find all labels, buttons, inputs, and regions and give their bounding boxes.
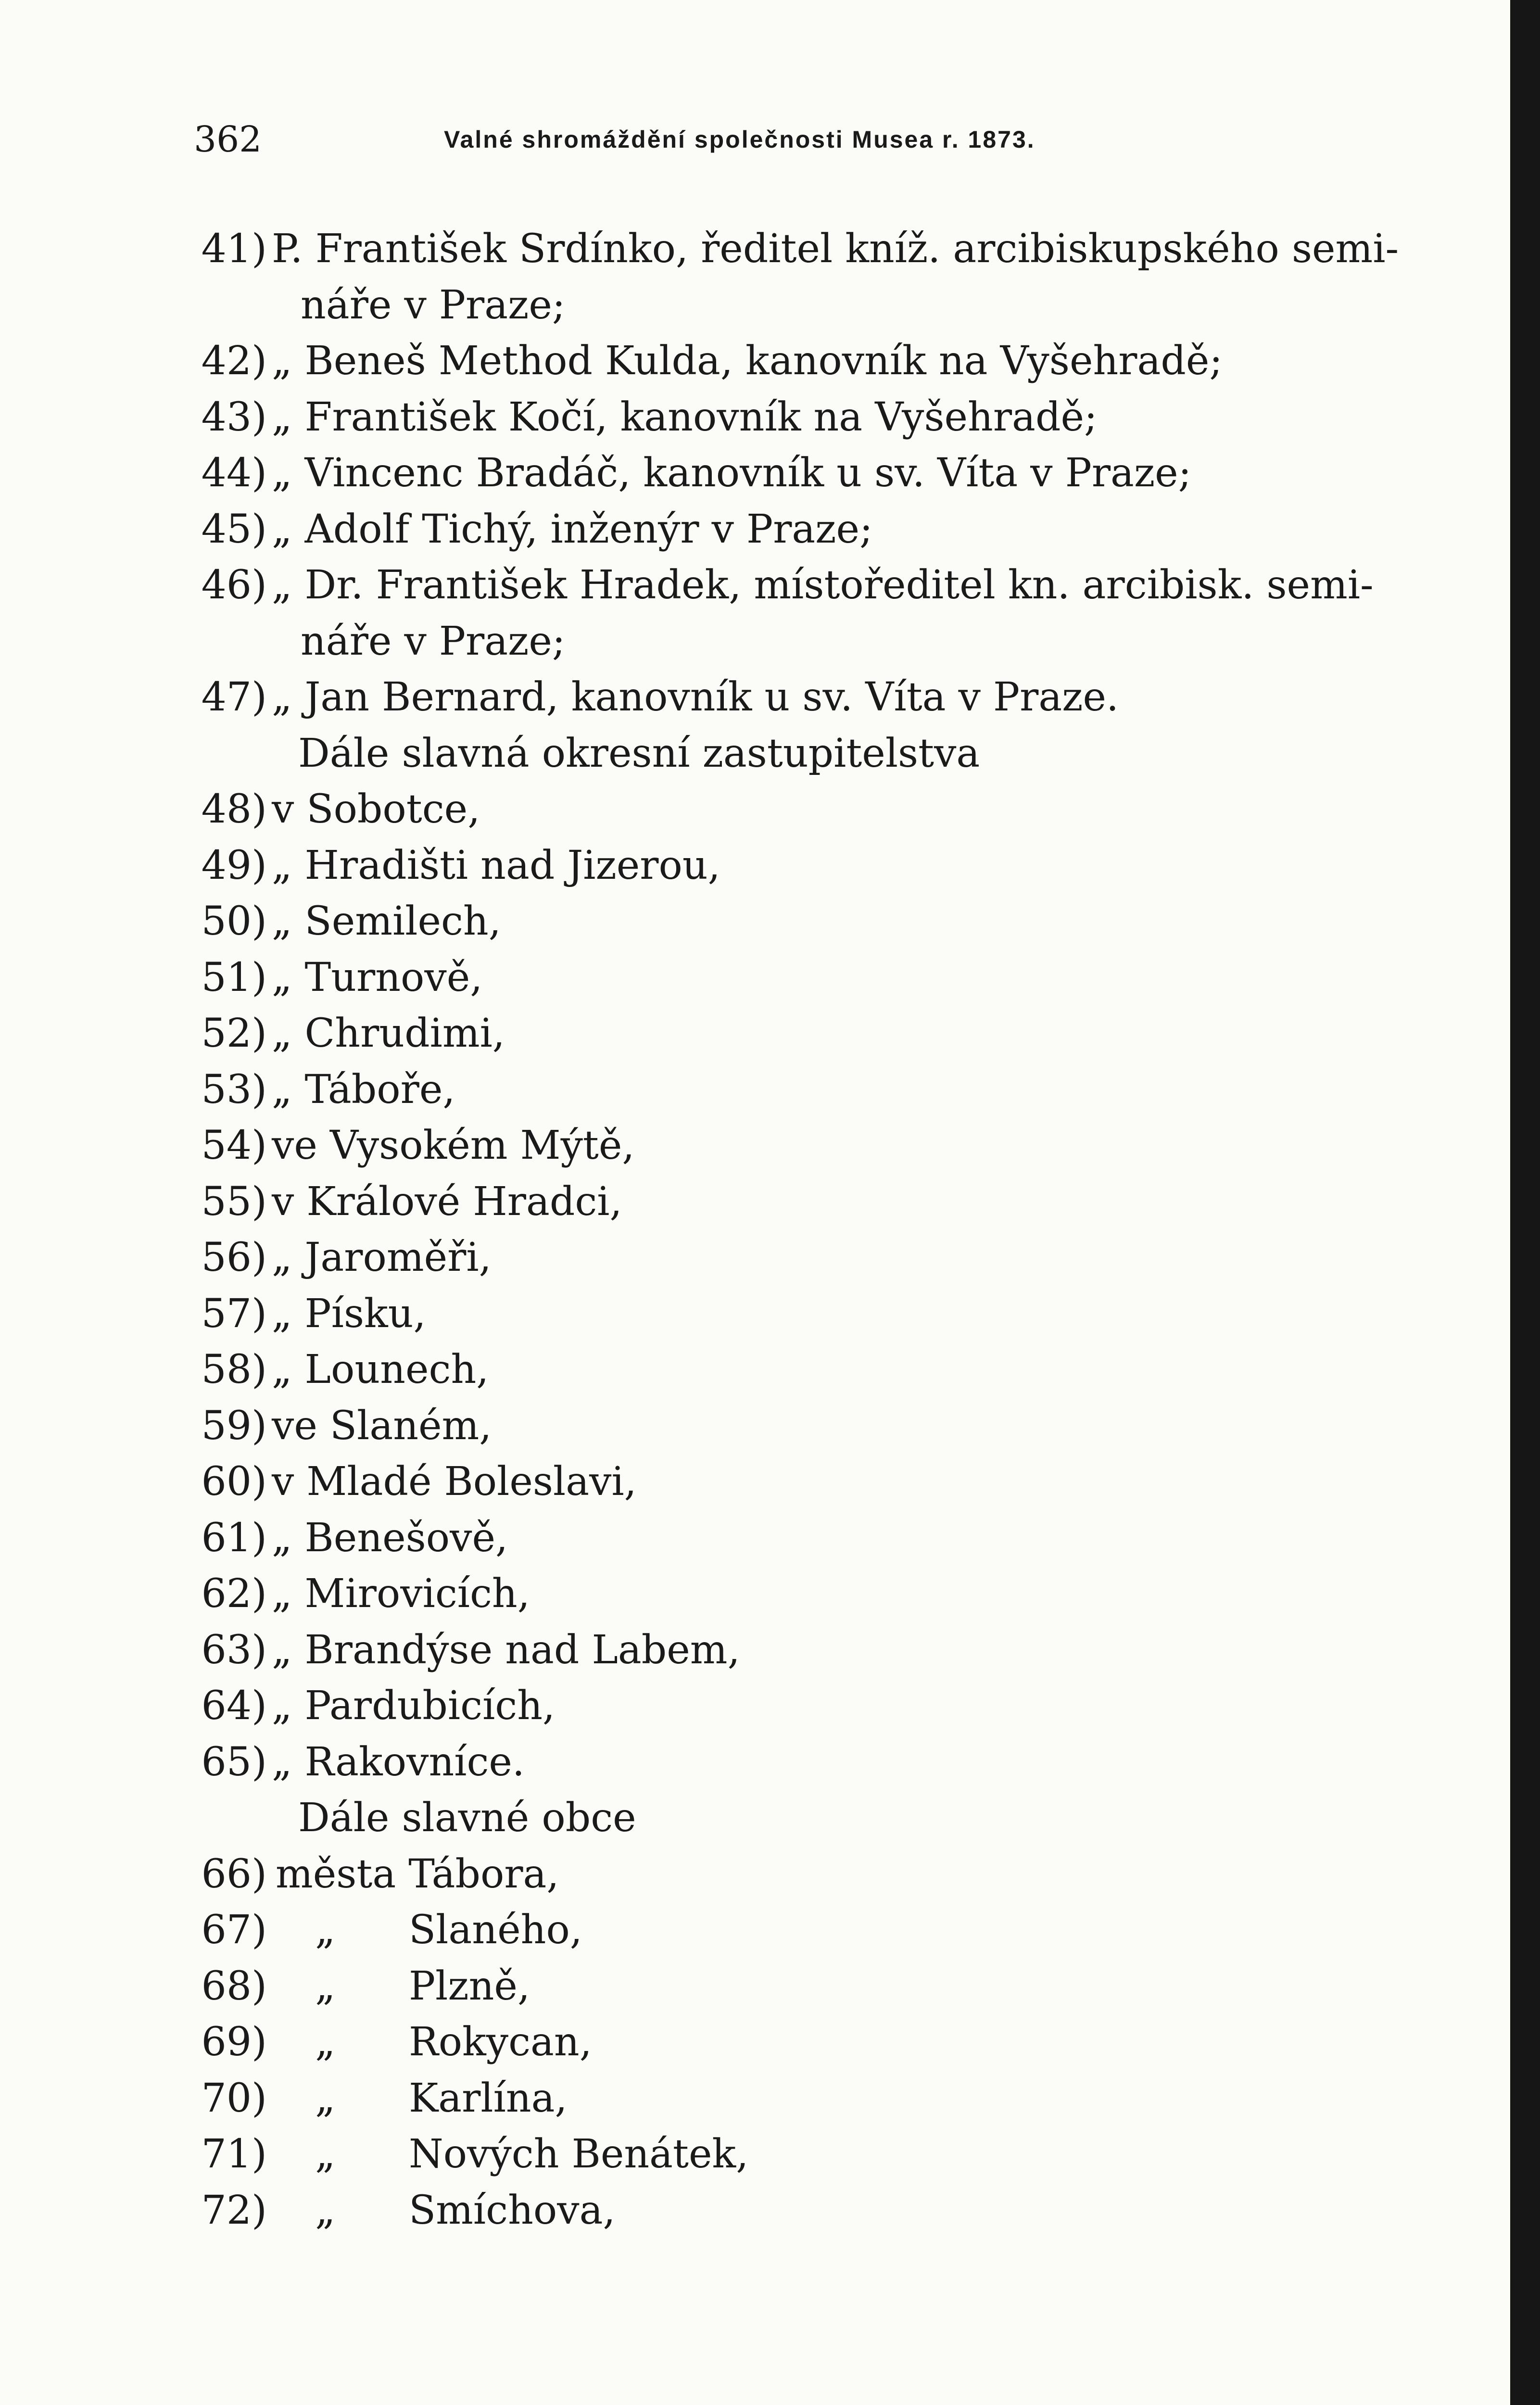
ditto-mark: „ — [315, 2075, 336, 2121]
item-text: „ Hradišti nad Jizerou, — [272, 842, 720, 888]
item-text: v Králové Hradci, — [272, 1178, 622, 1225]
list-item — [195, 1342, 1378, 1398]
item-text: „ Písku, — [272, 1291, 426, 1337]
item-text: ve Vysokém Mýtě, — [272, 1123, 635, 1168]
list-item — [195, 782, 1378, 838]
item-text: v Sobotce, — [272, 786, 480, 832]
list-item — [195, 1006, 1378, 1062]
item-text: „ Beneš Method Kulda, kanovník na Vyšehradě; — [272, 338, 1223, 384]
item-text: Karlína, — [409, 2075, 568, 2121]
item-text: Rokycan, — [409, 2019, 592, 2065]
list-item — [195, 1734, 1378, 1791]
list-item — [195, 1510, 1378, 1567]
list-item — [195, 390, 1378, 446]
item-number: 71) — [201, 2131, 267, 2177]
list-item — [195, 1062, 1378, 1118]
page-number: 362 — [194, 119, 262, 160]
ditto-mark: „ — [315, 2019, 336, 2065]
item-text: Slaného, — [409, 1907, 582, 1953]
item-text: „ Adolf Tichý, inženýr v Praze; — [272, 506, 873, 552]
list-item-continuation — [195, 614, 1378, 670]
list-item — [195, 670, 1378, 726]
item-number: 66) — [201, 1851, 267, 1897]
item-text: ve Slaném, — [272, 1403, 492, 1449]
item-number: 48) — [201, 786, 267, 832]
item-number: 49) — [201, 842, 267, 888]
item-number: 57) — [201, 1291, 267, 1337]
page-header — [194, 113, 1194, 166]
list-item — [195, 1847, 1378, 1903]
item-number: 50) — [201, 899, 267, 944]
list-item — [195, 221, 1399, 278]
list-item — [195, 1902, 1378, 1959]
item-number: 47) — [201, 674, 267, 720]
item-number: 69) — [201, 2019, 267, 2065]
list-item — [195, 1566, 1378, 1622]
list-item — [195, 1286, 1378, 1342]
item-text-continuation: náře v Praze; — [301, 618, 566, 664]
item-number: 72) — [201, 2187, 267, 2233]
section-heading: Dále slavná okresní zastupitelstva — [298, 730, 980, 776]
item-number: 64) — [201, 1683, 267, 1729]
item-number: 62) — [201, 1571, 267, 1617]
list-item — [195, 1454, 1378, 1510]
section-heading: Dále slavné obce — [298, 1795, 636, 1841]
item-text: „ Chrudimi, — [272, 1011, 505, 1056]
ditto-mark: „ — [315, 2187, 336, 2233]
list-item — [195, 2071, 1378, 2127]
item-text: „ František Kočí, kanovník na Vyšehradě; — [272, 394, 1098, 440]
item-text: „ Benešově, — [272, 1515, 508, 1561]
item-text: „ Pardubicích, — [272, 1683, 555, 1729]
list-item — [195, 502, 1378, 558]
item-number: 52) — [201, 1011, 267, 1056]
item-text: „ Mirovicích, — [272, 1571, 530, 1617]
item-text: „ Lounech, — [272, 1347, 489, 1392]
item-number: 46) — [201, 562, 267, 608]
list-item — [195, 950, 1378, 1006]
list-item — [195, 1678, 1378, 1734]
item-text: „ Semilech, — [272, 899, 501, 944]
page-body — [195, 221, 1399, 2239]
item-text: Plzně, — [409, 1963, 530, 2009]
item-number: 68) — [201, 1963, 267, 2009]
item-text: „ Jaroměři, — [272, 1235, 492, 1280]
item-text: Smíchova, — [409, 2187, 616, 2233]
list-item — [195, 445, 1378, 502]
item-number: 51) — [201, 954, 267, 1000]
item-text: „ Brandýse nad Labem, — [272, 1627, 740, 1673]
list-item — [195, 894, 1378, 950]
item-text: P. František Srdínko, ředitel kníž. arcibiskupského semi- — [272, 226, 1399, 272]
item-number: 42) — [201, 338, 267, 384]
item-number: 63) — [201, 1627, 267, 1673]
item-number: 56) — [201, 1235, 267, 1280]
list-item — [195, 2183, 1378, 2239]
item-number: 65) — [201, 1739, 267, 1785]
item-text: „ Turnově, — [272, 954, 483, 1000]
item-number: 59) — [201, 1403, 267, 1449]
ditto-mark: „ — [315, 2131, 336, 2177]
list-item — [195, 1622, 1378, 1679]
list-item — [195, 1118, 1378, 1174]
item-text: „ Vincenc Bradáč, kanovník u sv. Víta v Praze; — [272, 450, 1192, 496]
book-binding-edge — [1510, 0, 1540, 2405]
item-number: 55) — [201, 1178, 267, 1225]
list-item — [195, 838, 1378, 894]
list-item — [195, 1398, 1378, 1455]
item-number: 70) — [201, 2075, 267, 2121]
item-text: „ Táboře, — [272, 1066, 455, 1113]
list-item — [195, 1959, 1378, 2015]
item-number: 54) — [201, 1123, 267, 1168]
list-item — [195, 2127, 1378, 2183]
item-text: v Mladé Boleslavi, — [272, 1459, 637, 1505]
section-heading-obce — [195, 1790, 1378, 1847]
list-item — [195, 1230, 1378, 1286]
list-item — [195, 557, 1378, 614]
item-number: 45) — [201, 506, 267, 552]
item-text: Nových Benátek, — [409, 2131, 749, 2177]
item-number: 41) — [201, 226, 267, 272]
item-number: 44) — [201, 450, 267, 496]
item-number: 67) — [201, 1907, 267, 1953]
running-title: Valné shromáždění společnosti Musea r. 1873. — [444, 126, 1035, 153]
list-item — [195, 1174, 1378, 1230]
list-item-continuation — [195, 278, 1378, 334]
ditto-mark: „ — [315, 1963, 336, 2009]
item-text: „ Jan Bernard, kanovník u sv. Víta v Praze. — [272, 674, 1119, 720]
item-text-continuation: náře v Praze; — [301, 282, 566, 328]
item-number: 58) — [201, 1347, 267, 1392]
list-item — [195, 2014, 1378, 2071]
section-heading-okresni — [195, 726, 1378, 782]
obce-list — [195, 1847, 1378, 2239]
item-number: 53) — [201, 1066, 267, 1113]
item-text: „ Rakovníce. — [272, 1739, 525, 1785]
item-number: 61) — [201, 1515, 267, 1561]
ditto-mark: „ — [315, 1907, 336, 1953]
item-number: 43) — [201, 394, 267, 440]
list-item — [195, 333, 1378, 390]
item-number: 60) — [201, 1459, 267, 1505]
item-text: „ Dr. František Hradek, místoředitel kn. arcibisk. semi- — [272, 562, 1374, 608]
item-text: města Tábora, — [276, 1851, 559, 1897]
